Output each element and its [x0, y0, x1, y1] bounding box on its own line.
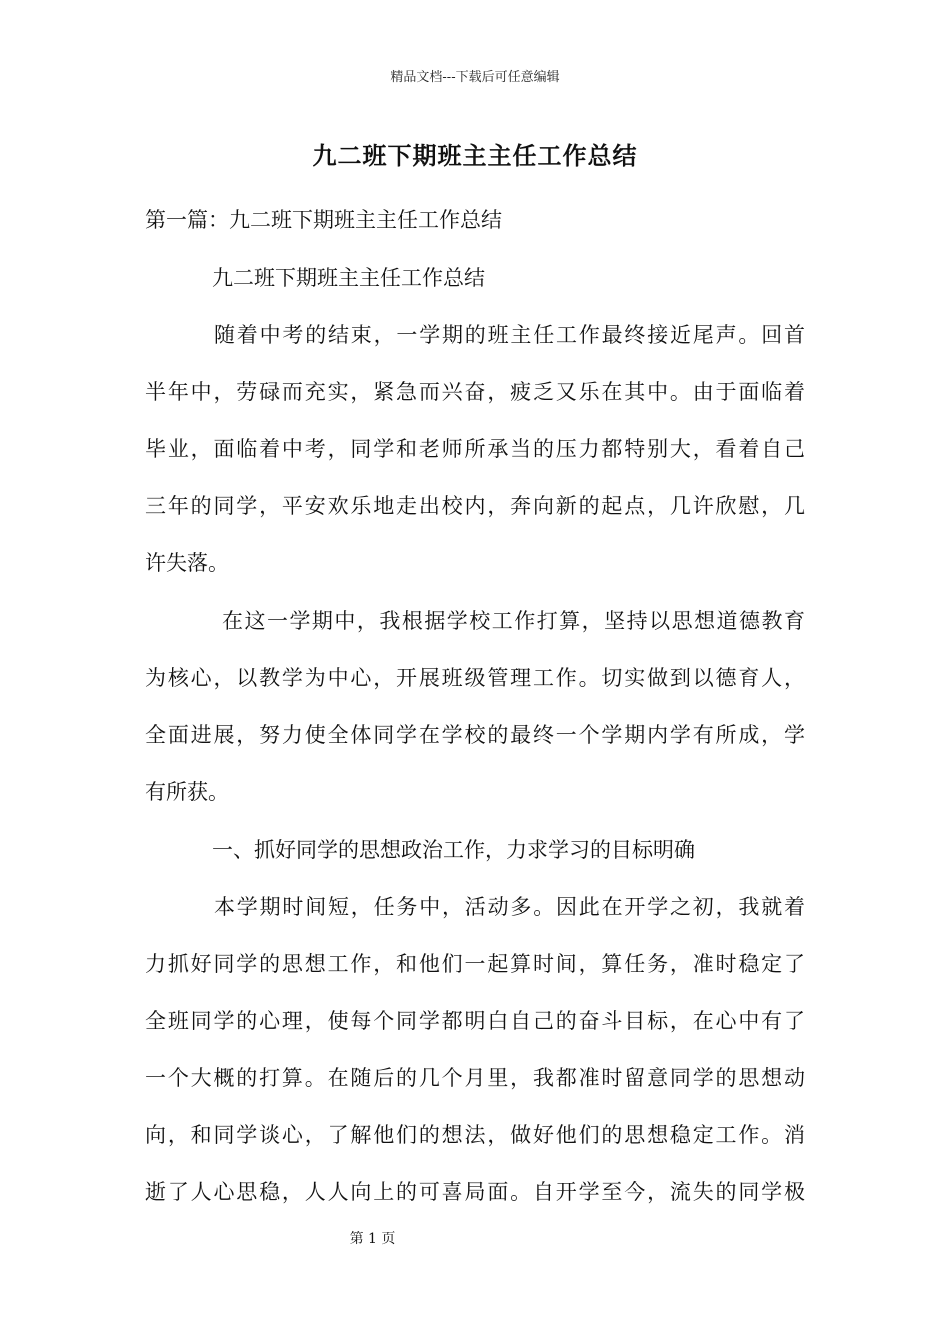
paragraph-line: 一个大概的打算。在随后的几个月里，我都准时留意同学的思想动	[145, 1066, 805, 1090]
paragraph-line: 许失落。	[145, 551, 229, 575]
paragraph-line: 本学期时间短，任务中，活动多。因此在开学之初，我就着	[214, 895, 805, 919]
paragraph-line: 三年的同学，平安欢乐地走出校内，奔向新的起点，几许欣慰，几	[145, 494, 805, 518]
paragraph-line: 半年中，劳碌而充实，紧急而兴奋，疲乏又乐在其中。由于面临着	[145, 380, 805, 404]
paragraph-line: 逝了人心思稳，人人向上的可喜局面。自开学至今，流失的同学极	[145, 1180, 805, 1204]
subtitle: 九二班下期班主主任工作总结	[212, 266, 485, 290]
header-note: 精品文档---下载后可任意编辑	[390, 70, 560, 85]
page-number: 第 1 页	[349, 1231, 396, 1247]
paragraph-line: 为核心，以教学为中心，开展班级管理工作。切实做到以德育人，	[145, 666, 805, 690]
paragraph-line: 有所获。	[145, 780, 229, 804]
paragraph-line: 在这一学期中，我根据学校工作打算，坚持以思想道德教育	[222, 609, 805, 633]
paragraph-line: 向，和同学谈心，了解他们的想法，做好他们的思想稳定工作。消	[145, 1123, 805, 1147]
paragraph-line: 力抓好同学的思想工作，和他们一起算时间，算任务，准时稳定了	[145, 952, 805, 976]
section-subheading: 一、抓好同学的思想政治工作，力求学习的目标明确	[212, 838, 695, 862]
paragraph-line: 随着中考的结束，一学期的班主任工作最终接近尾声。回首	[214, 323, 805, 347]
paragraph-line: 毕业，面临着中考，同学和老师所承当的压力都特别大，看着自己	[145, 437, 805, 461]
section-heading: 第一篇：九二班下期班主主任工作总结	[145, 208, 502, 232]
document-title: 九二班下期班主主任工作总结	[312, 141, 638, 170]
paragraph-line: 全班同学的心理，使每个同学都明白自己的奋斗目标，在心中有了	[145, 1009, 805, 1033]
paragraph-line: 全面进展，努力使全体同学在学校的最终一个学期内学有所成，学	[145, 723, 805, 747]
